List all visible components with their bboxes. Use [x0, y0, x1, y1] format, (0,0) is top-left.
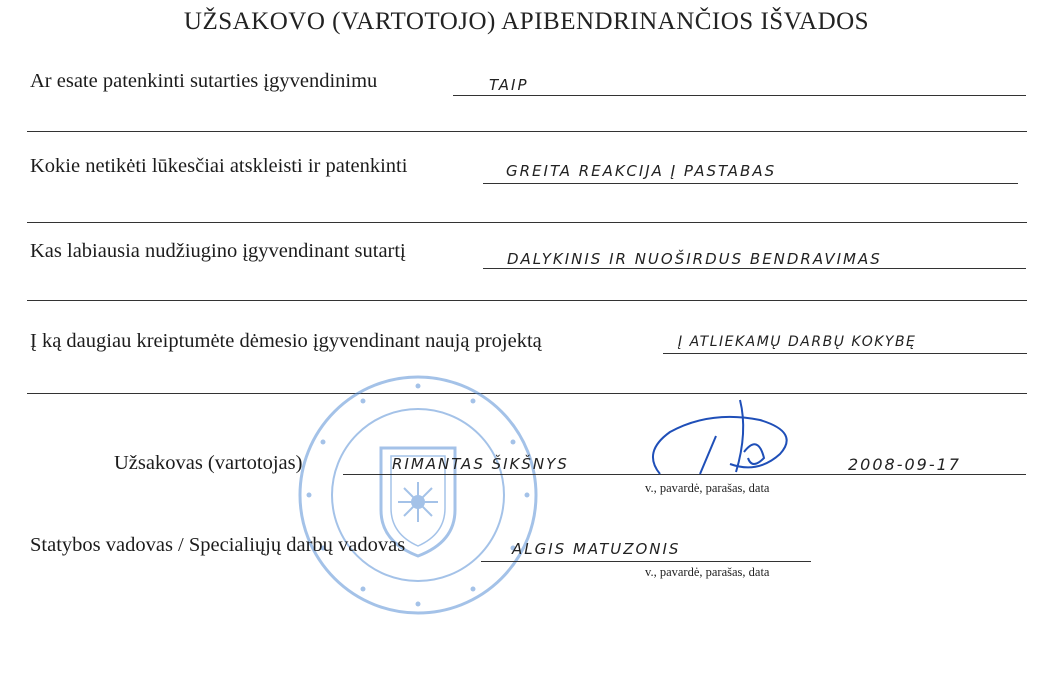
document-title: UŽSAKOVO (VARTOTOJO) APIBENDRINANČIOS IŠVADOS	[183, 8, 870, 35]
answer-1-line	[453, 95, 1026, 96]
supervisor-caption: v., pavardė, parašas, data	[645, 565, 770, 579]
supervisor-label: Statybos vadovas / Specialiųjų darbų vadovas	[30, 534, 406, 556]
answer-2-text: GREITA REAKCIJA Į PASTABAS	[506, 162, 777, 180]
question-4-label: Į ką daugiau kreiptumėte dėmesio įgyvendinant naują projektą	[30, 330, 542, 352]
blank-line-3	[27, 300, 1027, 301]
question-3-label: Kas labiausia nudžiugino įgyvendinant sutartį	[30, 240, 406, 262]
answer-4-line	[663, 353, 1027, 354]
customer-signature	[640, 392, 810, 484]
customer-label: Užsakovas (vartotojas)	[114, 452, 303, 474]
customer-name: RIMANTAS ŠIKŠNYS	[392, 455, 569, 473]
question-1-label: Ar esate patenkinti sutarties įgyvendinimu	[30, 70, 378, 92]
customer-caption: v., pavardė, parašas, data	[645, 481, 770, 495]
official-stamp	[293, 370, 543, 620]
answer-4-text: Į ATLIEKAMŲ DARBŲ KOKYBĘ	[678, 334, 917, 350]
answer-3-text: DALYKINIS IR NUOŠIRDUS BENDRAVIMAS	[507, 250, 882, 268]
blank-line-1	[27, 131, 1027, 132]
question-2-label: Kokie netikėti lūkesčiai atskleisti ir patenkinti	[30, 155, 408, 177]
answer-2-line	[483, 183, 1018, 184]
answer-3-line	[483, 268, 1026, 269]
answer-1-text: TAIP	[489, 76, 529, 94]
supervisor-name: ALGIS MATUZONIS	[512, 540, 681, 558]
supervisor-line	[481, 561, 811, 562]
blank-line-2	[27, 222, 1027, 223]
customer-date: 2008-09-17	[848, 455, 961, 474]
